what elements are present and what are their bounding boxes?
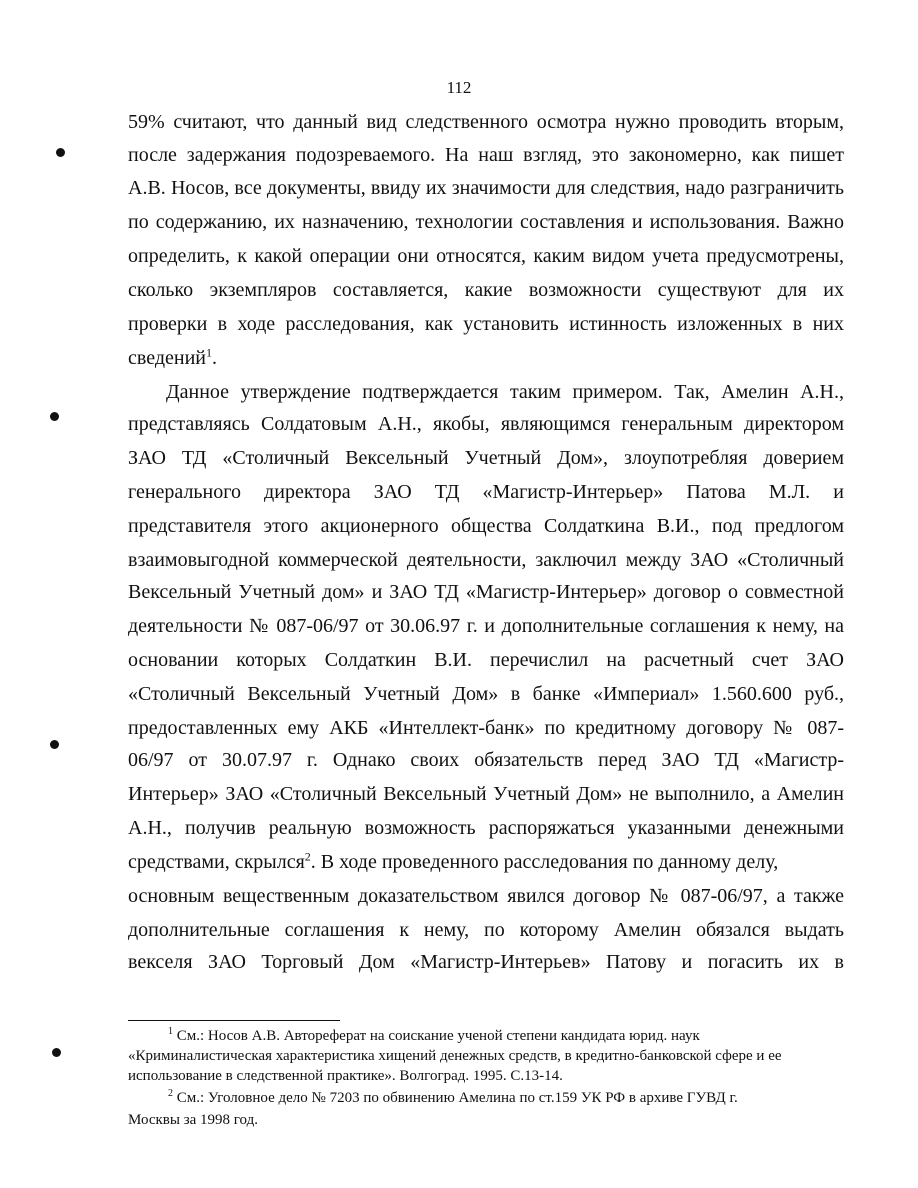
- body-line: ЗАО ТД «Столичный Вексельный Учетный Дом», злоупотребляя доверием: [128, 447, 844, 469]
- page-number: 112: [446, 78, 472, 97]
- footnote-number: 2: [168, 1088, 173, 1099]
- body-line: деятельности № 087-06/97 от 30.06.97 г. и дополнительные соглашения к нему, на: [128, 615, 844, 637]
- footnote-separator: [128, 1020, 340, 1021]
- body-line: определить, к какой операции они относятся, каким видом учета предусмотрены,: [128, 245, 844, 267]
- body-line-with-footnote: [128, 346, 844, 370]
- body-line: представляясь Солдатовым А.Н., якобы, являющимся генеральным директором: [128, 413, 844, 435]
- body-line-text: средствами, скрылся: [128, 851, 305, 873]
- body-line: взаимовыгодной коммерческой деятельности, заключил между ЗАО «Столичный: [128, 549, 844, 571]
- binder-hole-mark: [56, 148, 65, 157]
- body-line: 06/97 от 30.07.97 г. Однако своих обязательств перед ЗАО ТД «Магистр-: [128, 749, 844, 771]
- body-line-text: сведений: [128, 347, 206, 369]
- body-line: представителя этого акционерного общества Солдаткина В.И., под предлогом: [128, 515, 844, 537]
- footnote-number: 1: [168, 1026, 173, 1037]
- paragraph-first-line: Данное утверждение подтверждается таким примером. Так, Амелин А.Н.,: [166, 381, 844, 403]
- body-line: после задержания подозреваемого. На наш взгляд, это закономерно, как пишет: [128, 144, 844, 166]
- body-line: Интерьер» ЗАО «Столичный Вексельный Учетный Дом» не выполнило, а Амелин: [128, 783, 844, 805]
- body-line: по содержанию, их назначению, технологии составления и использования. Важно: [128, 211, 844, 233]
- binder-hole-mark: [52, 1048, 61, 1057]
- binder-hole-mark: [50, 740, 59, 749]
- body-line: основным вещественным доказательством явился договор № 087-06/97, а также: [128, 885, 844, 907]
- footnote-line: использование в следственной практике». Волгоград. 1995. С.13-14.: [128, 1068, 563, 1084]
- footnote-line: «Криминалистическая характеристика хищений денежных средств, в кредитно-банковской сфере и ее: [128, 1048, 782, 1064]
- body-line: предоставленных ему АКБ «Интеллект-банк» по кредитному договору № 087-: [128, 717, 844, 739]
- footnote-ref: 2: [304, 849, 311, 864]
- body-line: 59% считают, что данный вид следственного осмотра нужно проводить вторым,: [128, 111, 844, 133]
- footnote-line: Москвы за 1998 год.: [128, 1112, 259, 1128]
- body-line: Вексельный Учетный дом» и ЗАО ТД «Магистр-Интерьер» договор о совместной: [128, 581, 844, 603]
- body-line: основании которых Солдаткин В.И. перечислил на расчетный счет ЗАО: [128, 649, 844, 671]
- body-line: А.Н., получив реальную возможность распоряжаться указанными денежными: [128, 817, 844, 839]
- footnote-ref: 1: [205, 345, 212, 360]
- binder-hole-mark: [50, 412, 59, 421]
- footnote-text: См.: Носов А.В. Автореферат на соискание ученой степени кандидата юрид. наук: [176, 1028, 700, 1044]
- body-line: векселя ЗАО Торговый Дом «Магистр-Интерьев» Патову и погасить их в: [128, 951, 844, 973]
- body-line: А.В. Носов, все документы, ввиду их значимости для следствия, надо разграничить: [128, 177, 844, 199]
- footnote-line: [168, 1026, 844, 1046]
- body-line-text: . В ходе проведенного расследования по данному делу,: [310, 851, 779, 873]
- body-line: генерального директора ЗАО ТД «Магистр-Интерьер» Патова М.Л. и: [128, 481, 844, 503]
- body-line: сколько экземпляров составляется, какие возможности существуют для их: [128, 279, 844, 301]
- body-line: «Столичный Вексельный Учетный Дом» в банке «Империал» 1.560.600 руб.,: [128, 683, 844, 705]
- body-line: дополнительные соглашения к нему, по которому Амелин обязался выдать: [128, 919, 844, 941]
- body-line-with-footnote: [128, 850, 844, 874]
- line-end-period: .: [211, 347, 217, 369]
- body-line: проверки в ходе расследования, как установить истинность изложенных в них: [128, 313, 844, 335]
- footnote-text: См.: Уголовное дело № 7203 по обвинению Амелина по ст.159 УК РФ в архиве ГУВД г.: [176, 1090, 738, 1106]
- footnote-line: [168, 1088, 844, 1108]
